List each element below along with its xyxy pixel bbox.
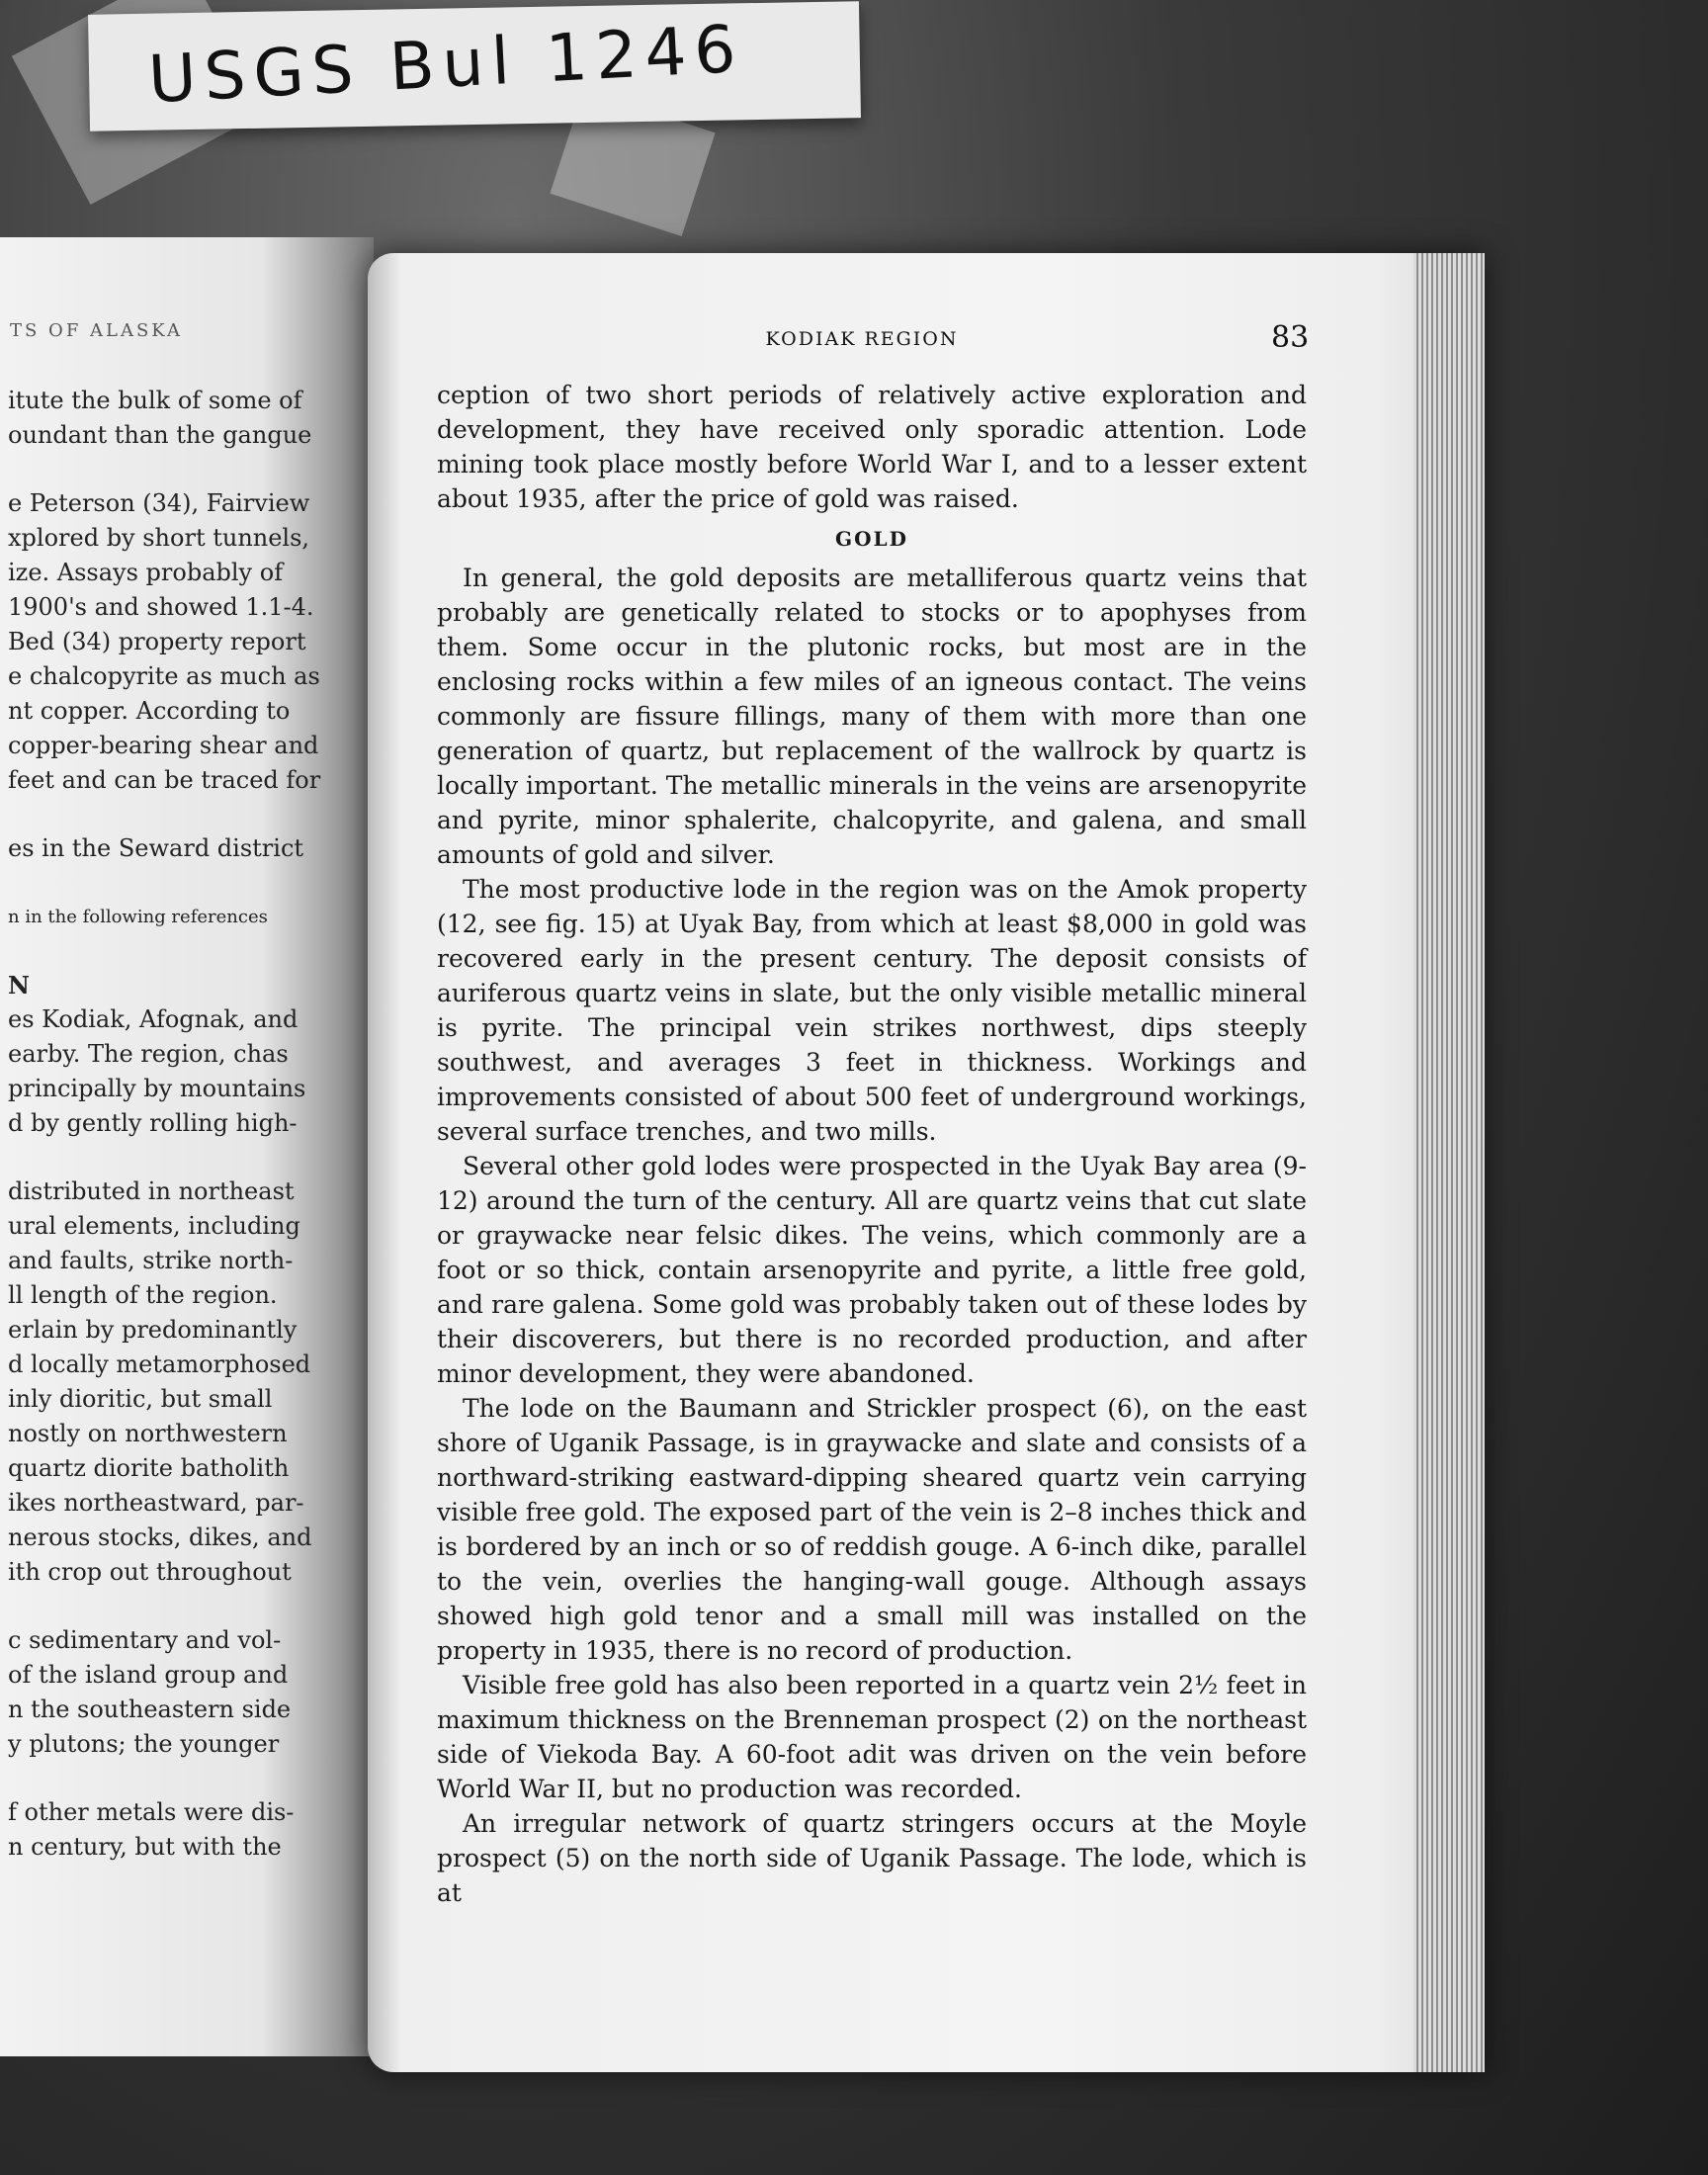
left-page-line: ize. Assays probably of: [8, 559, 284, 586]
left-page-line: oundant than the gangue: [8, 421, 312, 449]
left-page-line: inly dioritic, but small: [8, 1385, 273, 1413]
paragraph: The lode on the Baumann and Strickler prospect (6), on the east shore of Uganik Passage, is in graywacke and slate and consists of a northward-striking eastward-dipping sheared quartz vein carrying visible free gold. The exposed part of the vein is 2–8 inches thick and is bordered by an inch or so of reddish gouge. A 6-inch dike, parallel to the vein, overlies the hanging-wall gouge. Although assays showed high gold tenor and a small mill was installed on the property in 1935, there is no record of production.: [437, 1394, 1307, 1665]
left-page-line: n century, but with the: [8, 1833, 282, 1861]
left-page-line: principally by mountains: [8, 1075, 306, 1102]
label-text: USGS Bul 1246: [146, 10, 746, 119]
paragraph: The most productive lode in the region was on the Amok property (12, see fig. 15) at Uyak Bay, from which at least $8,000 in gold was recovered early in the present century. The deposit consists of auriferous quartz veins in slate, but the only visible metallic mineral is pyrite. The principal vein strikes northwest, dips steeply southwest, and averages 3 feet in thickness. Workings and improvements consisted of about 500 feet of underground workings, several surface trenches, and two mills.: [437, 875, 1307, 1146]
left-page-line: itute the bulk of some of: [8, 387, 302, 414]
left-page-line: earby. The region, chas: [8, 1040, 289, 1068]
page-edges: [1413, 253, 1485, 2072]
left-page-line: ll length of the region.: [8, 1281, 278, 1309]
left-page-line: f other metals were dis-: [8, 1798, 295, 1826]
running-head: KODIAK REGION: [765, 328, 959, 350]
left-page-line: xplored by short tunnels,: [8, 524, 310, 552]
left-page: [0, 237, 374, 2056]
left-page-line: of the island group and: [8, 1661, 289, 1689]
paragraph: An irregular network of quartz stringers occurs at the Moyle prospect (5) on the north side of Uganik Passage. The lode, which is at: [437, 1809, 1307, 1907]
left-page-line: es Kodiak, Afognak, and: [8, 1005, 299, 1033]
paragraph: Visible free gold has also been reported in a quartz vein 2½ feet in maximum thickness on the Brenneman prospect (2) on the northeast side of Viekoda Bay. A 60-foot adit was driven on the vein before World War II, but no production was recorded.: [437, 1671, 1307, 1803]
left-page-line: es in the Seward district: [8, 834, 304, 862]
line-gap: [8, 1762, 374, 1795]
left-page-line: d by gently rolling high-: [8, 1109, 298, 1137]
intro-paragraph: ception of two short periods of relatively active exploration and development, they have received only sporadic attention. Lode mining took place mostly before World War I, and to a lesser extent about 1935, after the price of gold was raised.: [437, 381, 1307, 513]
left-running-head: TS OF ALASKA: [10, 320, 184, 341]
left-page-line: distributed in northeast: [8, 1177, 295, 1205]
right-page: [368, 253, 1485, 2072]
left-page-line: feet and can be traced for: [8, 766, 321, 794]
line-gap: [8, 934, 374, 968]
left-page-line: c sedimentary and vol-: [8, 1626, 282, 1654]
line-gap: [8, 1590, 374, 1623]
paragraph: In general, the gold deposits are metalliferous quartz veins that probably are genetically related to stocks or to apophyses from them. Some occur in the plutonic rocks, but most are in the enclosing rocks within a few miles of an igneous contact. The veins commonly are fissure fillings, many of them with more than one generation of quartz, but replacement of the wallrock by quartz is locally important. The metallic minerals in the veins are arsenopyrite and pyrite, minor sphalerite, chalcopyrite, and galena, and small amounts of gold and silver.: [437, 564, 1307, 869]
left-page-line: ural elements, including: [8, 1212, 300, 1240]
left-page-line: e chalcopyrite as much as: [8, 662, 320, 690]
left-page-line: nostly on northwestern: [8, 1420, 288, 1447]
left-page-line: d locally metamorphosed: [8, 1350, 311, 1378]
left-page-line: n in the following references: [8, 907, 268, 927]
left-page-line: 1900's and showed 1.1-4.: [8, 593, 314, 621]
page-number: 83: [1271, 320, 1310, 355]
left-page-line: quartz diorite batholith: [8, 1454, 290, 1482]
section-title: GOLD: [835, 527, 908, 551]
paragraph: Several other gold lodes were prospected in the Uyak Bay area (9-12) around the turn of the century. All are quartz veins that cut slate or graywacke near felsic dikes. The veins, which commonly are a foot or so thick, contain arsenopyrite and pyrite, a little free gold, and rare galena. Some gold was probably taken out of these lodes by their discoverers, but there is no recorded production, and after minor development, they were abandoned.: [437, 1152, 1307, 1388]
left-page-line: N: [8, 971, 30, 1000]
left-page-line: copper-bearing shear and: [8, 732, 319, 759]
left-page-text: [8, 384, 374, 1865]
left-page-line: and faults, strike north-: [8, 1247, 294, 1274]
left-page-line: n the southeastern side: [8, 1696, 292, 1723]
left-page-line: erlain by predominantly: [8, 1316, 298, 1344]
left-page-line: ith crop out throughout: [8, 1558, 292, 1586]
line-gap: [8, 798, 374, 831]
line-gap: [8, 866, 374, 900]
left-page-line: e Peterson (34), Fairview: [8, 489, 310, 517]
left-page-line: ikes northeastward, par-: [8, 1489, 304, 1517]
line-gap: [8, 453, 374, 486]
left-page-line: nerous stocks, dikes, and: [8, 1523, 312, 1551]
body-text: [437, 378, 1307, 1910]
handwritten-label: [88, 1, 861, 131]
left-page-line: nt copper. According to: [8, 697, 291, 725]
left-page-line: y plutons; the younger: [8, 1730, 280, 1758]
left-page-line: Bed (34) property report: [8, 628, 306, 655]
line-gap: [8, 1141, 374, 1174]
